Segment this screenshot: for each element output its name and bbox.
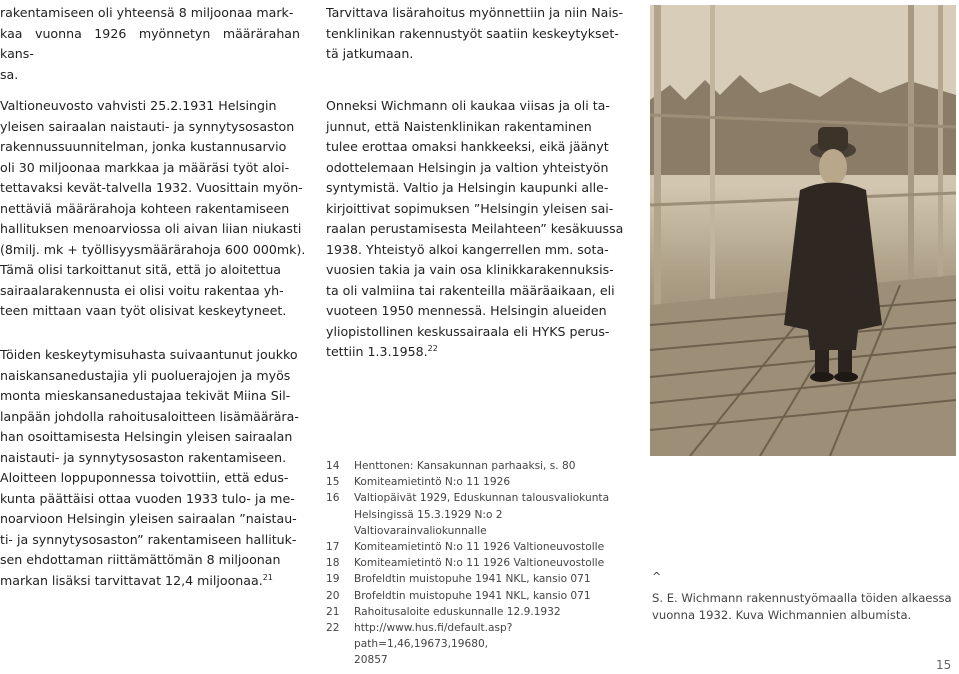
- footnote-number: 14: [326, 460, 340, 472]
- footnote-text: Rahoitusaloite eduskunnalle 12.9.1932: [354, 605, 561, 618]
- text-line: nettäviä määrärahoja kohteen rakentamiseen: [0, 200, 290, 216]
- text-line: odottelemaan Helsingin ja valtion yhteistyön: [326, 159, 609, 175]
- footnote: [326, 604, 636, 620]
- photo-caption: [652, 590, 958, 624]
- column1-paragraph1: [0, 96, 306, 322]
- footnote: [326, 555, 636, 571]
- text-line: Aloitteen loppuponnessa toivottiin, että edus-: [0, 470, 289, 485]
- footnote-text: Valtiopäivät 1929, Eduskunnan talousvaliokunta: [354, 492, 610, 505]
- shoe: [810, 372, 834, 382]
- text-line: teen mittaan vaan työt olisivat keskeytyneet.: [0, 303, 287, 318]
- footnote: [326, 588, 636, 604]
- text-line: [326, 342, 632, 363]
- column2-top-text: [326, 3, 630, 65]
- text-line: [0, 571, 306, 592]
- text-line: han osoittamisesta Helsingin yleisen sairaalan: [0, 429, 293, 444]
- text-line: Töiden keskeytymisuhasta suivaantunut joukko: [0, 347, 298, 362]
- text-line: raalan perustamisesta Meilahteen” kesäkuussa: [326, 221, 624, 236]
- text-line: kunta päättäisi ottaa vuoden 1933 tulo- ja me-: [0, 490, 295, 506]
- footnote: [326, 458, 636, 474]
- text-line: 1938. Yhteistyö alkoi kangerrellen mm. sota-: [326, 241, 609, 257]
- text-line: lanpään johdolla rahoitusaloitteen lisämäärära-: [0, 408, 299, 424]
- footnote: [326, 490, 636, 539]
- caret-up-icon: ^: [652, 570, 662, 583]
- caption-line: S. E. Wichmann rakennustyömaalla töiden alkaessa: [652, 591, 952, 605]
- text-line: oli 30 miljoonaa markkaa ja määräsi työt aloi-: [0, 159, 290, 175]
- text-line: noarvioon Helsingin yleisen sairaalan ”naistau-: [0, 511, 297, 526]
- text-line: yliopistollinen keskussairaala eli HYKS perus-: [326, 323, 610, 339]
- text-line: Valtioneuvosto vahvisti 25.2.1931 Helsingin: [0, 98, 277, 113]
- text-line: sen ehdottaman riittämättömän 8 miljoonan: [0, 552, 281, 567]
- hat: [818, 127, 848, 151]
- text-line: sa.: [0, 66, 19, 82]
- text-line: naiskansanedustajia yli puoluerajojen ja myös: [0, 367, 291, 383]
- construction-site-photo: [650, 5, 956, 456]
- column1-top-text: [0, 3, 300, 85]
- shoe: [834, 372, 858, 382]
- footnote-number: 21: [326, 605, 340, 618]
- text-line: tenklinikan rakennustyöt saatiin keskeytykset-: [326, 25, 619, 41]
- footnote-number: 22: [326, 622, 340, 635]
- footnote-text: Henttonen: Kansakunnan parhaaksi, s. 80: [354, 460, 576, 472]
- text-line: yleisen sairaalan naistauti- ja synnytysosaston: [0, 118, 295, 134]
- footnote: [326, 539, 636, 555]
- text-line: Onneksi Wichmann oli kaukaa viisas ja oli ta-: [326, 98, 610, 113]
- text-line: tulee erottaa omaksi hankkeeksi, eikä jäänyt: [326, 139, 609, 154]
- text-line: vuosien takia ja vain osa klinikkarakennuksis-: [326, 262, 614, 277]
- footnote-ref: 21: [262, 572, 273, 582]
- footnote: [326, 620, 636, 669]
- footnote-number: 16: [326, 492, 340, 505]
- footnote-text: Komiteamietintö N:o 11 1926 Valtioneuvostolle: [354, 557, 605, 570]
- footnote-number: 20: [326, 589, 340, 602]
- text-line: rakennussuunnitelman, jonka kustannusarvio: [0, 139, 287, 154]
- footnote-text: Brofeldtin muistopuhe 1941 NKL, kansio 071: [354, 573, 591, 586]
- text-line: rakentamiseen oli yhteensä 8 miljoonaa mark-: [0, 5, 294, 20]
- text-line: vuoteen 1950 mennessä. Helsingin alueiden: [326, 303, 607, 318]
- text-line: hallituksen menoarviossa oli aivan liian niukasti: [0, 221, 302, 236]
- footnotes: [326, 458, 636, 669]
- text-line: kaa vuonna 1926 myönnetyn määrärahan kans-: [0, 25, 300, 61]
- text-line: naistauti- ja synnytysosaston rakentamiseen.: [0, 449, 287, 465]
- coat: [784, 183, 882, 351]
- text-line: ta oli valmiina tai rakenteilla määräaikaan, eli: [326, 282, 615, 298]
- face: [819, 149, 847, 185]
- footnote-text: Helsingissä 15.3.1929 N:o 2 Valtiovarainvaliokunnalle: [354, 508, 503, 537]
- page-number: 15: [936, 658, 952, 672]
- footnote-text: Brofeldtin muistopuhe 1941 NKL, kansio 071: [354, 589, 591, 602]
- footnote-number: 17: [326, 541, 340, 554]
- text-line-content: markan lisäksi tarvittavat 12,4 miljoonaa.: [0, 572, 263, 588]
- footnote-number: 15: [326, 476, 340, 489]
- footnote-text: http://www.hus.fi/default.asp?path=1,46,19673,19680,: [354, 622, 513, 651]
- text-line: Tarvittava lisärahoitus myönnettiin ja niin Nais-: [326, 5, 623, 20]
- leg: [815, 350, 829, 375]
- text-line: kirjoittivat sopimuksen ”Helsingin yleisen sai-: [326, 200, 614, 216]
- column1-paragraph2: [0, 345, 306, 591]
- footnote: [326, 474, 636, 490]
- text-line: monta mieskansanedustajaa tekivät Miina Sil-: [0, 388, 291, 403]
- footnote-number: 18: [326, 557, 340, 570]
- footnote-number: 19: [326, 573, 340, 586]
- leg: [838, 350, 852, 375]
- text-line: sairaalarakennusta ei olisi voitu rakentaa yh-: [0, 282, 284, 298]
- caption-line: vuonna 1932. Kuva Wichmannien albumista.: [652, 608, 912, 622]
- column2-paragraph: [326, 96, 632, 363]
- photo-illustration: [650, 5, 956, 456]
- footnote-text: Komiteamietintö N:o 11 1926: [354, 476, 511, 489]
- text-line: Tämä olisi tarkoittanut sitä, että jo aloitettua: [0, 262, 282, 277]
- footnote: [326, 571, 636, 587]
- text-line: (8milj. mk + työllisyysmäärärahoja 600 000mk).: [0, 241, 306, 257]
- text-line: tettavaksi kevät-talvella 1932. Vuosittain myön-: [0, 180, 303, 195]
- footnote-text: Komiteamietintö N:o 11 1926 Valtioneuvostolle: [354, 541, 605, 554]
- text-line: junnut, että Naistenklinikan rakentaminen: [326, 118, 592, 134]
- text-line: syntymistä. Valtio ja Helsingin kaupunki alle-: [326, 180, 609, 195]
- text-line: tä jatkumaan.: [326, 46, 414, 61]
- footnote-text: 20857: [354, 654, 388, 667]
- footnote-ref: 22: [427, 343, 438, 353]
- text-line-content: tettiin 1.3.1958.: [326, 344, 428, 359]
- text-line: ti- ja synnytysosaston” rakentamiseen hallituk-: [0, 531, 297, 547]
